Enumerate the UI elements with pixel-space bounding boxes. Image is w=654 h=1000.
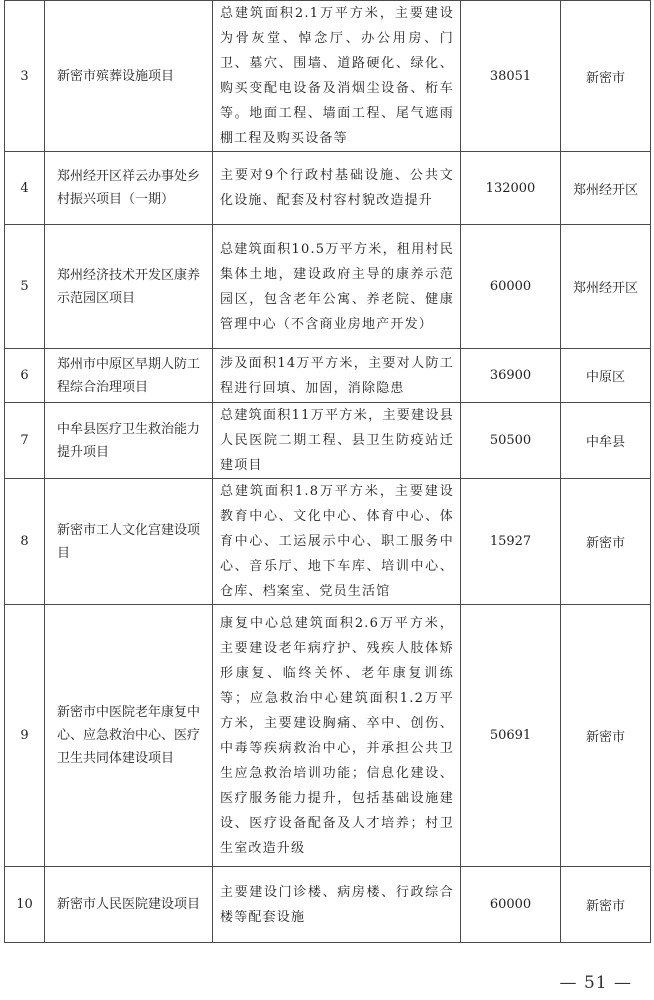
project-name: 新密市人民医院建设项目 bbox=[45, 867, 213, 943]
project-name: 新密市工人文化宫建设项目 bbox=[45, 479, 213, 605]
investment-amount: 15927 bbox=[461, 479, 561, 605]
investment-amount: 60000 bbox=[461, 225, 561, 349]
project-name: 中牟县医疗卫生救治能力提升项目 bbox=[45, 403, 213, 479]
investment-amount: 50500 bbox=[461, 403, 561, 479]
project-description: 总建筑面积1.8万平方米，主要建设教育中心、文化中心、体育中心、体育中心、工运展示中心、职工服务中心、音乐厅、地下车库、培训中心、仓库、档案室、党员生活馆 bbox=[213, 479, 461, 605]
project-description: 总建筑面积10.5万平方米，租用村民集体土地，建设政府主导的康养示范园区，包含老年公寓、养老院、健康管理中心（不含商业房地产开发） bbox=[213, 225, 461, 349]
project-name: 郑州市中原区早期人防工程综合治理项目 bbox=[45, 349, 213, 403]
row-number: 4 bbox=[5, 152, 45, 225]
project-region: 新密市 bbox=[561, 867, 651, 943]
row-number: 8 bbox=[5, 479, 45, 605]
project-description: 涉及面积14万平方米，主要对人防工程进行回填、加固，消除隐患 bbox=[213, 349, 461, 403]
page-number: — 51 — bbox=[559, 973, 632, 993]
investment-amount: 36900 bbox=[461, 349, 561, 403]
project-region: 中原区 bbox=[561, 349, 651, 403]
project-table bbox=[4, 0, 651, 943]
project-name: 新密市中医院老年康复中心、应急救治中心、医疗卫生共同体建设项目 bbox=[45, 605, 213, 867]
investment-amount: 60000 bbox=[461, 867, 561, 943]
table-row bbox=[5, 349, 651, 403]
project-region: 郑州经开区 bbox=[561, 225, 651, 349]
project-region: 新密市 bbox=[561, 605, 651, 867]
row-number: 6 bbox=[5, 349, 45, 403]
row-number: 5 bbox=[5, 225, 45, 349]
project-description: 康复中心总建筑面积2.6万平方米，主要建设老年病疗护、残疾人肢体矫形康复、临终关怀、老年康复训练等；应急救治中心建筑面积1.2万平方米，主要建设胸痛、卒中、创伤、中毒等疾病救治中心，并承担公共卫生应急救治培训功能；信息化建设、医疗服务能力提升，包括基础设施建设、医疗设备配备及人才培养；村卫生室改造升级 bbox=[213, 605, 461, 867]
row-number: 3 bbox=[5, 1, 45, 152]
project-region: 郑州经开区 bbox=[561, 152, 651, 225]
project-description: 总建筑面积11万平方米，主要建设县人民医院二期工程、县卫生防疫站迁建项目 bbox=[213, 403, 461, 479]
investment-amount: 50691 bbox=[461, 605, 561, 867]
project-name: 郑州经开区祥云办事处乡村振兴项目（一期） bbox=[45, 152, 213, 225]
row-number: 7 bbox=[5, 403, 45, 479]
project-region: 新密市 bbox=[561, 1, 651, 152]
project-description: 主要建设门诊楼、病房楼、行政综合楼等配套设施 bbox=[213, 867, 461, 943]
table-row bbox=[5, 479, 651, 605]
investment-amount: 132000 bbox=[461, 152, 561, 225]
table-row bbox=[5, 403, 651, 479]
project-region: 中牟县 bbox=[561, 403, 651, 479]
table-row bbox=[5, 1, 651, 152]
table-row bbox=[5, 225, 651, 349]
project-description: 总建筑面积2.1万平方米，主要建设为骨灰堂、悼念厅、办公用房、门卫、墓穴、围墙、道路硬化、绿化、购买变配电设备及消烟尘设备、桁车等。地面工程、墙面工程、尾气遮雨棚工程及购买设备等 bbox=[213, 1, 461, 152]
project-description: 主要对9个行政村基础设施、公共文化设施、配套及村容村貌改造提升 bbox=[213, 152, 461, 225]
project-name: 郑州经济技术开发区康养示范园区项目 bbox=[45, 225, 213, 349]
table-row bbox=[5, 605, 651, 867]
investment-amount: 38051 bbox=[461, 1, 561, 152]
project-region: 新密市 bbox=[561, 479, 651, 605]
row-number: 10 bbox=[5, 867, 45, 943]
project-name: 新密市殡葬设施项目 bbox=[45, 1, 213, 152]
row-number: 9 bbox=[5, 605, 45, 867]
table-row bbox=[5, 152, 651, 225]
table-row bbox=[5, 867, 651, 943]
